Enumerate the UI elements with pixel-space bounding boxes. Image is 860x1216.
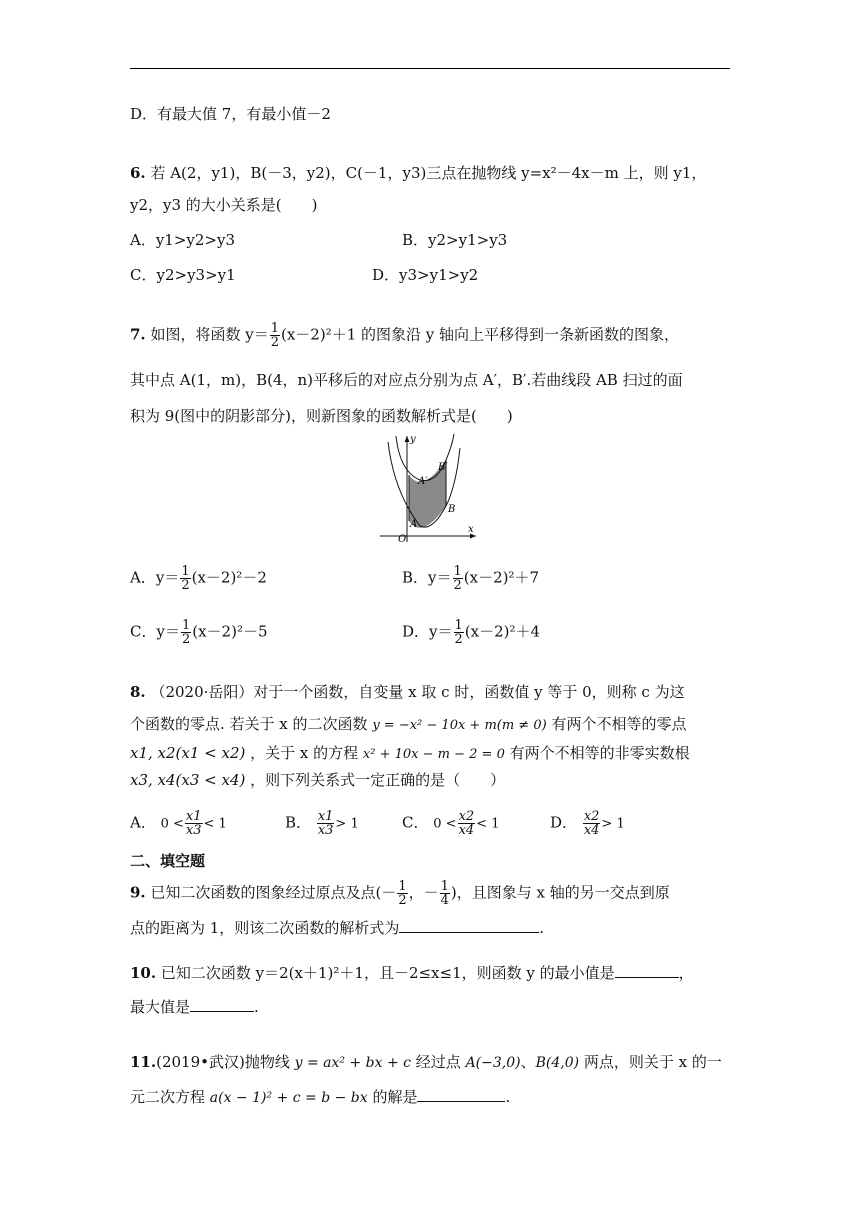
q8-opt-d-frac (583, 810, 601, 837)
q11-line1 (130, 1052, 722, 1073)
q7-parabola-figure (380, 432, 480, 544)
q6-text-1: 若 A(2，y1)，B(－3，y2)，C(－1，y3)三点在抛物线 y=x²－4x－m 上，则 y1， (150, 164, 707, 182)
q11-point-b: B(4,0) (535, 1055, 580, 1071)
q7-number: 7. (130, 325, 146, 344)
q9-f1-den: 2 (398, 893, 407, 908)
q8-opt-a-post: < 1 (203, 816, 227, 832)
header-rule (130, 68, 730, 69)
q7-opt-b-num: 1 (453, 564, 462, 579)
q11-point-a: A(−3,0) (465, 1055, 521, 1071)
q11-answer-blank[interactable] (417, 1086, 505, 1102)
q7-frac-den: 2 (270, 335, 279, 350)
q7-opt-c-num: 1 (181, 618, 191, 633)
q8-opt-a-label: A． (130, 813, 156, 832)
label-o: O (398, 534, 407, 544)
q11-text-mid: 经过点 (415, 1053, 461, 1071)
q10-max-blank[interactable] (190, 996, 254, 1012)
q8-opt-c-frac (458, 810, 476, 837)
q10-min-blank[interactable] (615, 962, 679, 978)
q8-opt-c-pre: 0 < (433, 816, 457, 832)
q8-function-expr: y = −x² − 10x + m(m ≠ 0) (372, 718, 547, 733)
q11-sep: 、 (520, 1053, 536, 1071)
q8-line4 (130, 770, 505, 790)
q8-text-3-post: 有两个不相等的非零实数根 (509, 744, 690, 762)
q7-text-pre: 如图，将函数 y＝ (150, 325, 269, 344)
q10-text-1: 已知二次函数 y＝2(x＋1)²＋1，且－2≤x≤1，则函数 y 的最小值是 (160, 964, 615, 982)
q9-answer-blank[interactable] (399, 917, 539, 933)
q9-text-mid: ，－ (408, 883, 439, 902)
label-a: A (410, 519, 418, 530)
q7-fraction (270, 322, 280, 349)
q9-text-2-end: . (539, 919, 545, 937)
q9-line1 (130, 880, 670, 907)
q8-opt-d-post: > 1 (601, 816, 625, 832)
q6-number: 6. (130, 164, 146, 182)
q11-text-pre: (2019•武汉)抛物线 (156, 1053, 290, 1071)
q7-opt-a-num: 1 (181, 564, 190, 579)
q7-opt-c-pre: C．y＝ (130, 622, 180, 641)
q9-text-post: )，且图象与 x 轴的另一交点到原 (450, 883, 670, 902)
q8-roots-34: x3, x4(x3 < x4) (130, 771, 246, 789)
q9-text-pre: 已知二次函数的图象经过原点及点(－ (150, 883, 397, 902)
q7-opt-a-post: (x－2)²－2 (191, 568, 267, 587)
q8-opt-d-label: D． (550, 813, 578, 832)
q10-line2 (130, 996, 259, 1017)
q6-line1 (130, 163, 706, 183)
q8-opt-a-pre: 0 < (160, 816, 184, 832)
q7-opt-c-frac (181, 619, 191, 646)
q7-opt-d-num: 1 (454, 618, 463, 633)
q8-line2 (130, 714, 686, 736)
q7-option-a (130, 565, 267, 592)
q8-opt-c-post: < 1 (476, 816, 500, 832)
q8-opt-c-label: C． (402, 813, 429, 832)
q8-equation: x² + 10x − m − 2 = 0 (362, 747, 505, 762)
q6-line2: y2，y3 的大小关系是( ) (130, 196, 318, 214)
q8-opt-b-num: x1 (317, 809, 334, 824)
q9-text-2: 点的距离为 1，则该二次函数的解析式为 (130, 919, 400, 937)
q9-f2-num: 1 (440, 879, 449, 894)
q7-line1 (130, 322, 679, 349)
label-y: y (410, 434, 416, 445)
q11-number: 11. (130, 1053, 157, 1071)
q7-opt-d-pre: D．y＝ (402, 622, 453, 641)
q7-option-d (402, 619, 540, 646)
q10-line1 (130, 962, 694, 983)
q8-opt-a-frac (185, 810, 203, 837)
q8-number: 8. (130, 683, 146, 701)
q8-opt-a-den: x3 (185, 823, 202, 838)
q9-f2-den: 4 (440, 893, 449, 908)
q7-option-c (130, 619, 268, 646)
q7-line2: 其中点 A(1，m)，B(4，n)平移后的对应点分别为点 A′，B′.若曲线段 AB 扫过的面 (130, 371, 683, 389)
q6-option-c: C．y2>y3>y1 (130, 266, 236, 284)
q8-option-d (550, 810, 625, 837)
q9-frac-1 (397, 880, 407, 907)
q10-number: 10. (130, 964, 157, 982)
q7-frac-num: 1 (270, 321, 279, 336)
q8-opt-c-num: x2 (458, 809, 475, 824)
label-a-prime: A′ (418, 476, 428, 487)
q11-equation: a(x − 1)² + c = b − bx (209, 1090, 368, 1106)
q7-opt-a-den: 2 (181, 578, 190, 593)
y-axis-arrow (405, 436, 410, 442)
q9-number: 9. (130, 883, 146, 902)
q6-option-d: D．y3>y1>y2 (372, 266, 479, 284)
q8-opt-c-den: x4 (458, 823, 475, 838)
q8-option-a (130, 810, 227, 837)
q7-opt-a-frac (180, 565, 190, 592)
q8-opt-d-num: x2 (583, 809, 600, 824)
q6-option-a: A．y1>y2>y3 (130, 231, 236, 249)
q7-opt-c-den: 2 (181, 632, 191, 647)
q8-option-c (402, 810, 499, 837)
q8-text-2-post: 有两个不相等的零点 (551, 715, 687, 733)
q11-line2 (130, 1086, 510, 1108)
q7-opt-b-pre: B．y＝ (402, 568, 452, 587)
q8-roots-12: x1, x2(x1 < x2) (130, 744, 246, 762)
q7-opt-d-post: (x－2)²＋4 (464, 622, 541, 641)
q7-opt-b-post: (x－2)²＋7 (463, 568, 540, 587)
label-x: x (468, 524, 474, 535)
q8-text-3-mid: ，关于 x 的方程 (250, 744, 359, 762)
q11-text-post: 两点，则关于 x 的一 (583, 1053, 722, 1071)
q8-option-b (285, 810, 359, 837)
q7-opt-b-frac (453, 565, 463, 592)
q8-text-4-post: ，则下列关系式一定正确的是（ ） (250, 771, 506, 789)
q8-opt-b-post: > 1 (335, 816, 359, 832)
q7-opt-d-den: 2 (454, 632, 463, 647)
q8-line3 (130, 743, 690, 765)
q7-opt-a-pre: A．y＝ (130, 568, 180, 587)
q5-option-d: D．有最大值 7，有最小值－2 (130, 105, 331, 123)
q9-line2 (130, 917, 544, 938)
q8-opt-d-den: x4 (583, 823, 600, 838)
q8-opt-a-num: x1 (185, 809, 202, 824)
q9-frac-2 (440, 880, 450, 907)
section-title: 二、填空题 (130, 852, 206, 870)
q7-text-post: (x－2)²＋1 的图象沿 y 轴向上平移得到一条新函数的图象， (280, 325, 680, 344)
q8-opt-b-label: B． (285, 813, 312, 832)
q10-text-2: 最大值是 (130, 998, 191, 1016)
q6-option-b: B．y2>y1>y3 (402, 231, 508, 249)
q8-text-2-pre: 个函数的零点. 若关于 x 的二次函数 (130, 715, 368, 733)
label-b: B (448, 504, 456, 515)
q10-text-1-end: ， (678, 964, 694, 982)
q7-line3: 积为 9(图中的阴影部分)，则新图象的函数解析式是( ) (130, 407, 513, 425)
q8-line1 (130, 682, 685, 702)
q11-text-2-end: . (505, 1088, 511, 1106)
label-b-prime: B′ (438, 462, 448, 473)
q7-opt-d-frac (454, 619, 464, 646)
q10-text-2-end: . (254, 998, 259, 1016)
q8-opt-b-frac (317, 810, 335, 837)
q7-opt-c-post: (x－2)²－5 (192, 622, 268, 641)
q11-text-2-pre: 元二次方程 (130, 1088, 206, 1106)
q7-opt-b-den: 2 (453, 578, 462, 593)
q8-text-1: （2020·岳阳）对于一个函数，自变量 x 取 c 时，函数值 y 等于 0，则称 c 为这 (150, 683, 685, 701)
q9-f1-num: 1 (398, 879, 407, 894)
q11-parabola-expr: y = ax² + bx + c (294, 1055, 411, 1071)
q7-option-b (402, 565, 539, 592)
q11-text-2-post: 的解是 (372, 1088, 418, 1106)
q8-opt-b-den: x3 (317, 823, 334, 838)
